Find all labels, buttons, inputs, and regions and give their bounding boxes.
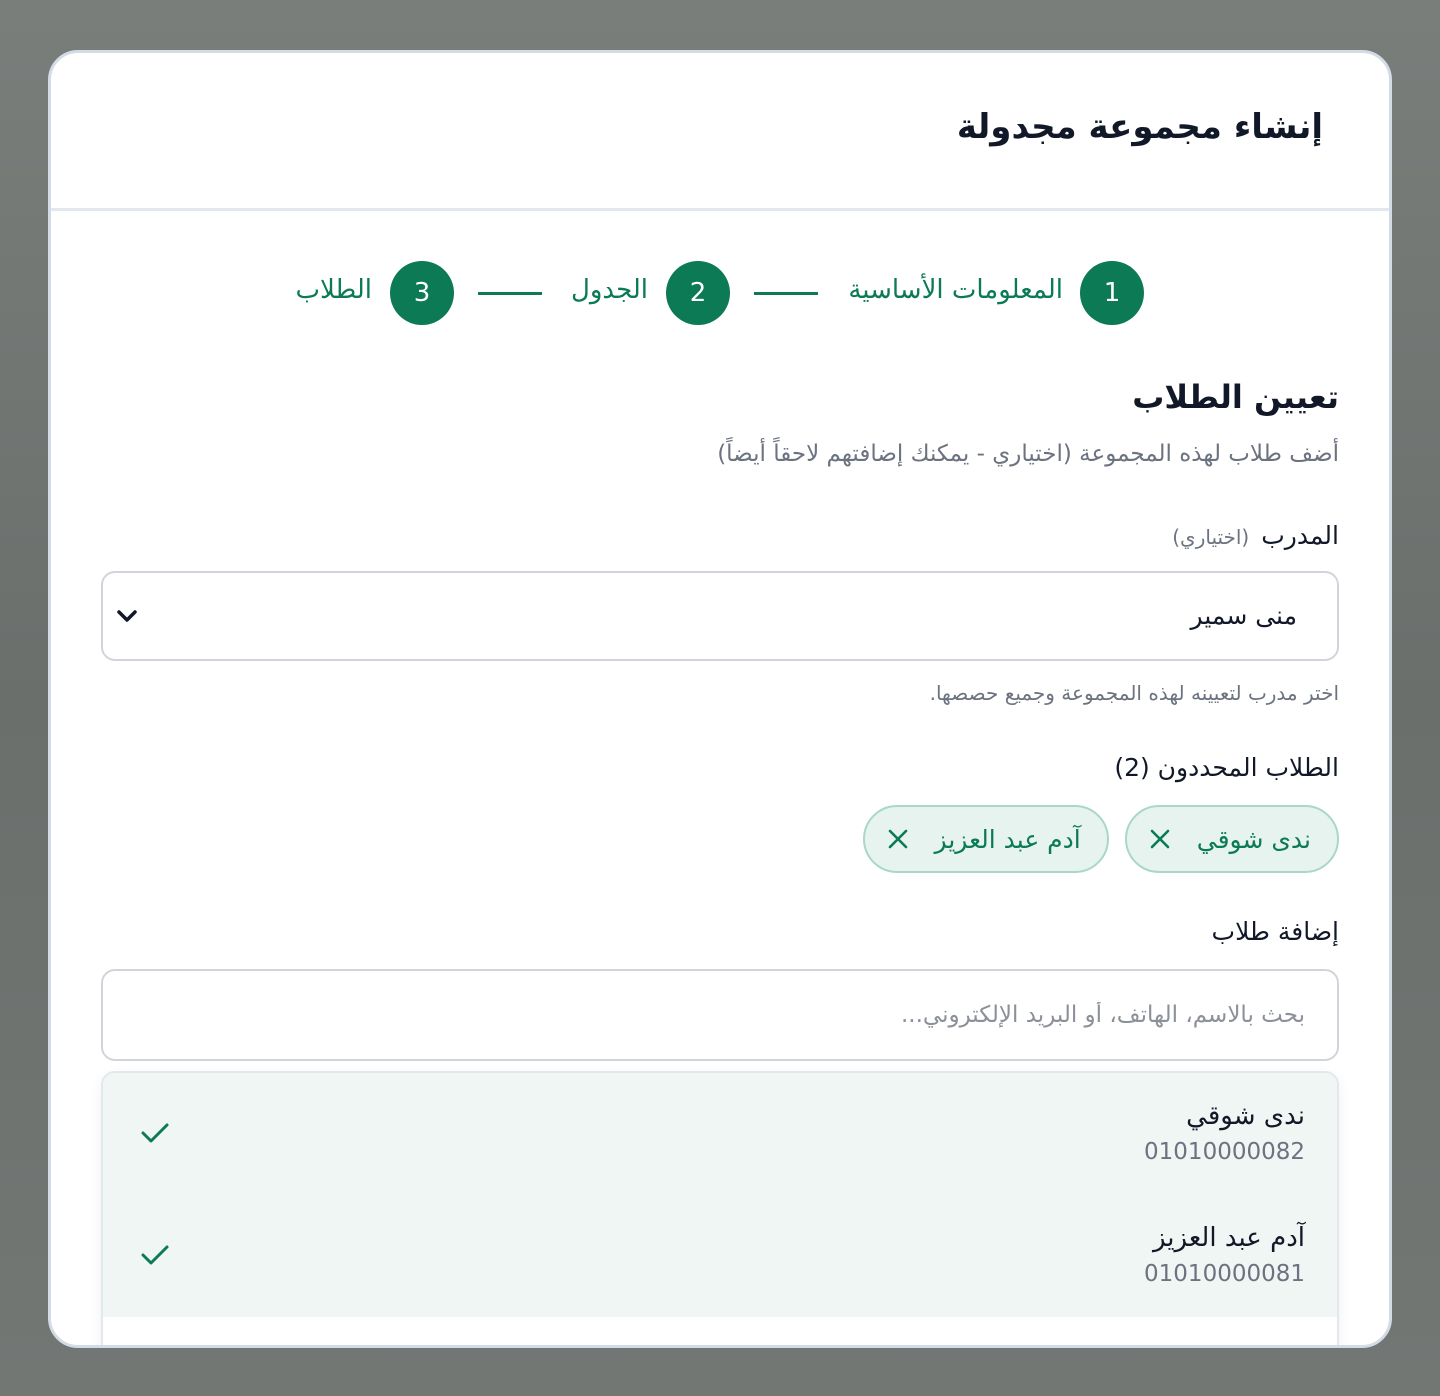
stepper — [51, 261, 1389, 325]
student-option-name: آدم عبد العزيز — [1152, 1223, 1305, 1253]
chevron-down-icon — [107, 593, 147, 637]
student-option-phone: 01010000082 — [1144, 1139, 1305, 1165]
step-2-circle[interactable]: 2 — [666, 261, 730, 325]
add-students-label: إضافة طلاب — [1211, 917, 1339, 946]
modal-header — [51, 53, 1389, 211]
student-chip — [863, 805, 1109, 873]
student-results-dropdown — [101, 1071, 1339, 1348]
step-connector-1 — [754, 292, 818, 295]
student-option[interactable] — [103, 1195, 1337, 1317]
step-1-label[interactable]: المعلومات الأساسية — [848, 275, 1063, 305]
step-3-circle[interactable]: 3 — [390, 261, 454, 325]
trainer-label — [1172, 521, 1339, 550]
student-option-phone: 01010000081 — [1144, 1261, 1305, 1287]
selected-students-label: الطلاب المحددون (2) — [1114, 753, 1339, 782]
student-chip-label: آدم عبد العزيز — [934, 824, 1081, 854]
trainer-help-text: اختر مدرب لتعيينه لهذه المجموعة وجميع حصصها. — [929, 681, 1339, 705]
step-3-label[interactable]: الطلاب — [295, 275, 372, 305]
student-search-input[interactable] — [103, 971, 1337, 1059]
close-icon[interactable] — [885, 826, 911, 852]
step-1-circle[interactable]: 1 — [1080, 261, 1144, 325]
check-icon — [137, 1239, 173, 1271]
trainer-select-value: منى سمير — [1190, 601, 1297, 630]
section-subtitle: أضف طلاب لهذه المجموعة (اختياري - يمكنك إضافتهم لاحقاً أيضاً) — [717, 441, 1339, 467]
step-connector-2 — [478, 292, 542, 295]
section-title: تعيين الطلاب — [1132, 378, 1339, 416]
student-chip — [1125, 805, 1339, 873]
student-option-name: ندى شوقي — [1186, 1101, 1305, 1131]
check-icon — [137, 1117, 173, 1149]
create-scheduled-group-modal — [48, 50, 1392, 1348]
close-icon[interactable] — [1147, 826, 1173, 852]
step-2-label[interactable]: الجدول — [570, 275, 648, 305]
trainer-label-text: المدرب — [1261, 521, 1339, 550]
selected-students-chips — [863, 805, 1339, 873]
modal-title: إنشاء مجموعة مجدولة — [956, 107, 1323, 147]
trainer-select[interactable] — [101, 571, 1339, 661]
student-chip-label: ندى شوقي — [1196, 824, 1311, 854]
trainer-optional-text: (اختياري) — [1172, 525, 1250, 549]
student-option[interactable] — [103, 1073, 1337, 1195]
student-search-field — [101, 969, 1339, 1061]
